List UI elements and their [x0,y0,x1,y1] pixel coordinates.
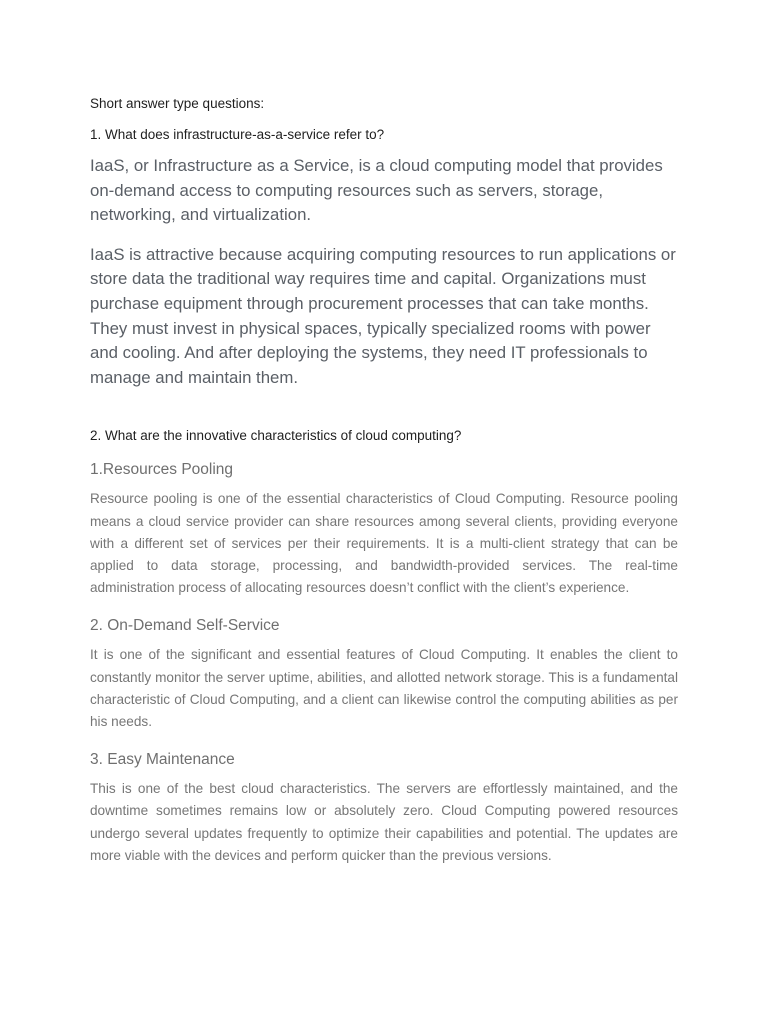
characteristic-heading-on-demand: 2. On-Demand Self-Service [90,617,280,635]
characteristic-heading-easy-maintenance: 3. Easy Maintenance [90,751,235,769]
characteristic-body-on-demand: It is one of the significant and essential features of Cloud Computing. It enables the client to constantly monitor the server uptime, abilities, and allotted network storage. This is a fundamental characteristic of Cloud Computing, and a client can likewise control the computing abilities as per his needs. [90,647,678,729]
document-page [90,95,678,867]
answer-1-paragraph-1: IaaS, or Infrastructure as a Service, is a cloud computing model that provides on-demand access to computing resources such as servers, storage, networking, and virtualization. [90,156,663,225]
question-2: 2. What are the innovative characteristics of cloud computing? [90,428,462,444]
characteristic-body-resource-pooling: Resource pooling is one of the essential characteristics of Cloud Computing. Resource pooling means a cloud service provider can share resources among several clients, providing everyone with a different set of services per their requirements. It is a multi-client strategy that can be applied to data storage, processing, and bandwidth-provided services. The real-time administration process of allocating resources doesn’t conflict with the client’s experience. [90,491,678,596]
section-title: Short answer type questions: [90,96,265,111]
characteristic-heading-resource-pooling: 1.Resources Pooling [90,461,234,479]
characteristic-body-easy-maintenance: This is one of the best cloud characteristics. The servers are effortlessly maintained, and the downtime sometimes remains low or absolutely zero. Cloud Computing powered resources undergo several updates frequently to optimize their capabilities and potential. The updates are more viable with the devices and perform quicker than the previous versions. [90,781,678,863]
question-1: 1. What does infrastructure-as-a-service refer to? [90,127,385,142]
answer-1-paragraph-2: IaaS is attractive because acquiring computing resources to run applications or store data the traditional way requires time and capital. Organizations must purchase equipment through procurement processes that can take months. They must invest in physical spaces, typically specialized rooms with power and cooling. And after deploying the systems, they need IT professionals to manage and maintain them. [90,244,676,387]
